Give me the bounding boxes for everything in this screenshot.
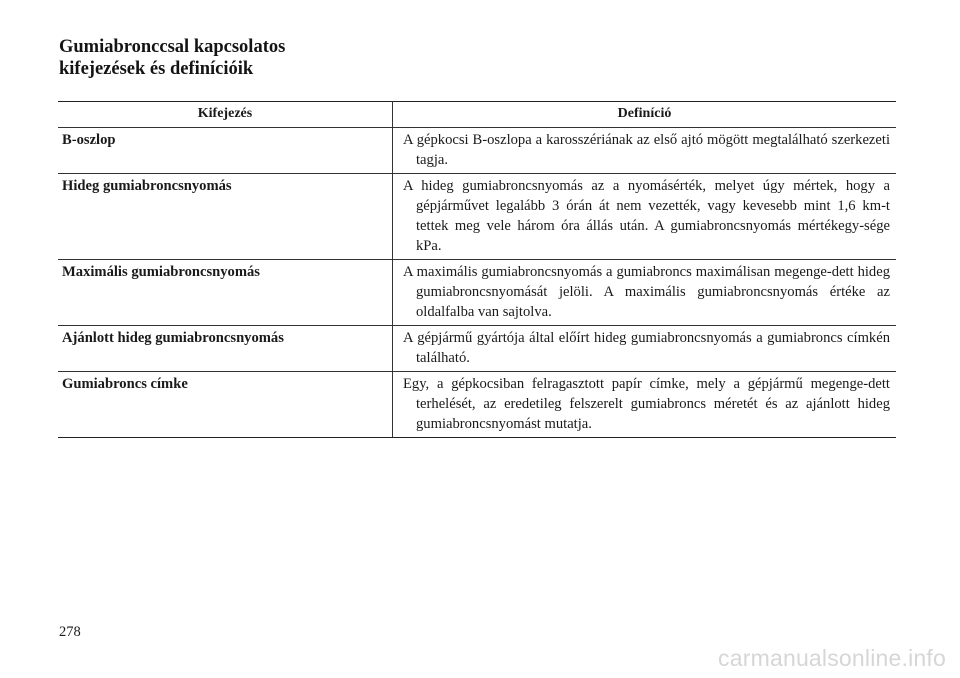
term-cell: Ajánlott hideg gumiabroncsnyomás bbox=[58, 326, 393, 372]
definition-cell bbox=[393, 326, 897, 372]
term-cell: Gumiabroncs címke bbox=[58, 372, 393, 438]
definition-text: A hideg gumiabroncsnyomás az a nyomásérték, melyet úgy mértek, hogy a gépjárművet legalább 3 órán át nem vezették, vagy kevesebb mint 1,6 km-t tettek meg vele három óra állás után. A gumiabroncsnyomás mértékegy-sége kPa. bbox=[403, 178, 890, 254]
table-header-row bbox=[58, 102, 896, 128]
table-row bbox=[58, 128, 896, 174]
term-cell: Maximális gumiabroncsnyomás bbox=[58, 260, 393, 326]
term-column-header: Kifejezés bbox=[58, 102, 393, 128]
page-number: 278 bbox=[59, 624, 81, 640]
definition-cell bbox=[393, 174, 897, 260]
table-row bbox=[58, 326, 896, 372]
definition-cell bbox=[393, 372, 897, 438]
definition-text: A maximális gumiabroncsnyomás a gumiabroncs maximálisan megenge-dett hideg gumiabroncsnyomását jelöli. A maximális gumiabroncsnyomás értéke az oldalfalba van sajtolva. bbox=[403, 264, 890, 320]
definition-text: A gépkocsi B-oszlopa a karosszériának az első ajtó mögött megtalálható szerkezeti tagja. bbox=[403, 132, 890, 168]
definition-cell bbox=[393, 260, 897, 326]
table-row bbox=[58, 174, 896, 260]
definition-text: Egy, a gépkocsiban felragasztott papír címke, mely a gépjármű megenge-dett terhelését, az eredetileg felszerelt gumiabroncs méretét és az ajánlott hideg gumiabroncsnyomást mutatja. bbox=[403, 376, 890, 432]
term-cell: Hideg gumiabroncsnyomás bbox=[58, 174, 393, 260]
definition-text: A gépjármű gyártója által előírt hideg gumiabroncsnyomás a gumiabroncs címkén található. bbox=[403, 330, 890, 366]
section-heading-line-1: Gumiabronccsal kapcsolatos bbox=[59, 37, 286, 57]
table-row bbox=[58, 372, 896, 438]
table-row bbox=[58, 260, 896, 326]
section-heading-line-2: kifejezések és definícióik bbox=[59, 59, 254, 79]
definition-column-header: Definíció bbox=[393, 102, 897, 128]
definitions-table bbox=[58, 101, 896, 438]
term-cell: B-oszlop bbox=[58, 128, 393, 174]
definition-cell bbox=[393, 128, 897, 174]
section-heading bbox=[59, 36, 285, 80]
watermark: carmanualsonline.info bbox=[718, 645, 946, 671]
